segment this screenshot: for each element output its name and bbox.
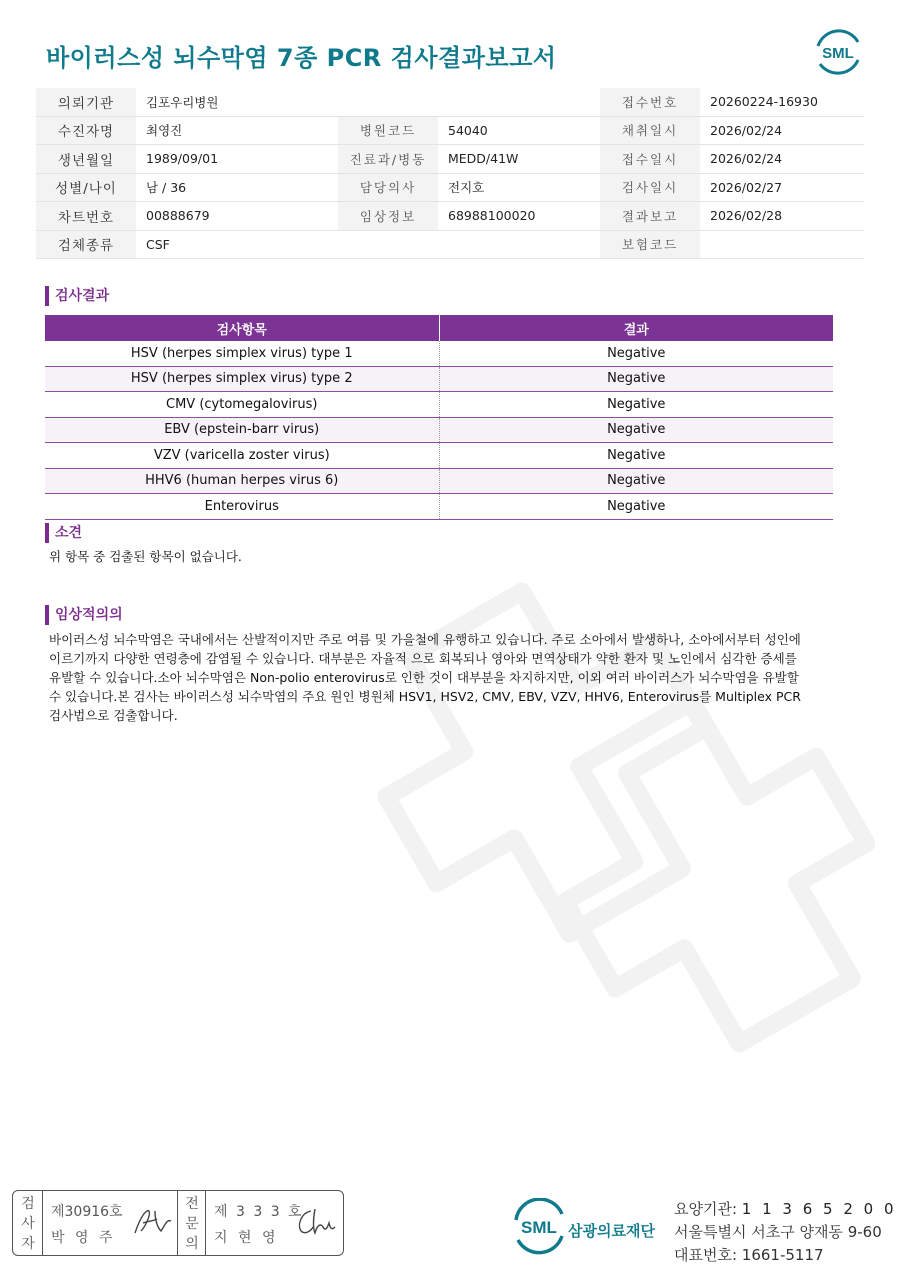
header-test-item: 검사항목 (45, 315, 439, 341)
info-label: 검사일시 (600, 173, 700, 202)
test-result: Negative (439, 443, 833, 469)
info-label (338, 230, 438, 259)
info-value: 2026/02/27 (700, 173, 864, 202)
institution-code-label: 요양기관: (674, 1200, 738, 1218)
clinical-text (49, 630, 801, 725)
test-result: Negative (439, 494, 833, 520)
table-row (45, 468, 833, 494)
table-row (45, 366, 833, 392)
sml-logo-text: SML (822, 45, 854, 62)
info-value: 전지호 (438, 173, 600, 202)
foundation-name: 삼광의료재단 (568, 1222, 655, 1240)
info-value: 1989/09/01 (136, 145, 338, 174)
sml-footer-logo-text: SML (521, 1218, 557, 1237)
opinion-text: 위 항목 중 검출된 항목이 없습니다. (49, 549, 242, 564)
table-row (45, 443, 833, 469)
table-row (45, 494, 833, 520)
info-value: 54040 (438, 116, 600, 145)
info-value: CSF (136, 230, 338, 259)
info-label: 병원코드 (338, 116, 438, 145)
info-value: 최영진 (136, 116, 338, 145)
examiner-signature-icon (131, 1205, 175, 1239)
info-label: 생년월일 (36, 145, 136, 174)
signature-box (12, 1190, 344, 1256)
info-row (36, 230, 864, 259)
header-result: 결과 (439, 315, 833, 341)
info-row (36, 202, 864, 231)
info-value (438, 230, 600, 259)
clinical-line: 수 있습니다.본 검사는 바이러스성 뇌수막염의 주요 원인 병원체 HSV1, HSV2, CMV, EBV, VZV, HHV6, Enterovirus를 Multiplex PCR (49, 689, 801, 704)
table-row (45, 341, 833, 366)
test-result: Negative (439, 417, 833, 443)
phone-value: 1661-5117 (741, 1246, 824, 1264)
info-row (36, 145, 864, 174)
test-result: Negative (439, 341, 833, 366)
examiner-label: 검 사 자 (21, 1196, 35, 1252)
address: 서울특별시 서초구 양재동 9-60 (674, 1223, 882, 1241)
clinical-line: 검사법으로 검출합니다. (49, 708, 178, 723)
info-label: 검체종류 (36, 230, 136, 259)
info-value: MEDD/41W (438, 145, 600, 174)
page-title: 바이러스성 뇌수막염 7종 PCR 검사결과보고서 (46, 44, 557, 72)
examiner-name: 박 영 주 (51, 1230, 116, 1246)
examiner-license-no: 제30916호 (51, 1204, 123, 1220)
info-value: 68988100020 (438, 202, 600, 231)
phone (674, 1244, 824, 1265)
institution-code-value: 1 1 3 6 5 2 0 0 (741, 1200, 897, 1218)
test-item: EBV (epstein-barr virus) (45, 417, 439, 443)
info-row (36, 173, 864, 202)
test-result: Negative (439, 366, 833, 392)
opinion-section-title: 소견 (45, 523, 82, 543)
info-label: 보험코드 (600, 230, 700, 259)
sml-footer-logo (510, 1198, 568, 1256)
info-value: 김포우리병원 (136, 88, 338, 116)
test-result: Negative (439, 392, 833, 418)
info-value: 2026/02/28 (700, 202, 864, 231)
info-label: 접수일시 (600, 145, 700, 174)
info-label: 수진자명 (36, 116, 136, 145)
info-value (700, 230, 864, 259)
info-value: 2026/02/24 (700, 116, 864, 145)
results-header-row (45, 315, 833, 341)
info-value: 20260224-16930 (700, 88, 864, 116)
info-label (338, 88, 438, 116)
clinical-line: 바이러스성 뇌수막염은 국내에서는 산발적이지만 주로 여름 및 가을철에 유행하고 있습니다. 주로 소아에서 발생하나, 소아에서부터 성인에 (49, 632, 801, 647)
info-value: 00888679 (136, 202, 338, 231)
info-row (36, 116, 864, 145)
test-result: Negative (439, 468, 833, 494)
table-row (45, 417, 833, 443)
results-table (45, 315, 833, 520)
info-label: 담당의사 (338, 173, 438, 202)
info-value: 남 / 36 (136, 173, 338, 202)
institution-code (674, 1198, 897, 1219)
test-item: VZV (varicella zoster virus) (45, 443, 439, 469)
test-item: HHV6 (human herpes virus 6) (45, 468, 439, 494)
info-label: 임상정보 (338, 202, 438, 231)
info-label: 성별/나이 (36, 173, 136, 202)
results-section-title: 검사결과 (45, 286, 109, 306)
info-row (36, 88, 864, 116)
info-label: 진료과/병동 (338, 145, 438, 174)
clinical-line: 유발할 수 있습니다.소아 뇌수막염은 Non-polio enterovirus로 인한 것이 대부분을 차지하지만, 이외 여러 바이러스가 뇌수막염을 유발할 (49, 670, 799, 685)
table-row (45, 392, 833, 418)
test-item: CMV (cytomegalovirus) (45, 392, 439, 418)
clinical-line: 이르기까지 다양한 연령층에 감염될 수 있습니다. 대부분은 자율적 으로 회복되나 영아와 면역상태가 약한 환자 및 노인에서 심각한 증세를 (49, 651, 797, 666)
info-label: 채취일시 (600, 116, 700, 145)
test-item: HSV (herpes simplex virus) type 2 (45, 366, 439, 392)
patient-info-table (36, 88, 864, 259)
info-label: 차트번호 (36, 202, 136, 231)
specialist-name: 지 현 영 (214, 1230, 279, 1246)
specialist-signature-icon (293, 1205, 339, 1239)
specialist-label: 전 문 의 (185, 1196, 199, 1252)
info-value: 2026/02/24 (700, 145, 864, 174)
info-label: 결과보고 (600, 202, 700, 231)
test-item: HSV (herpes simplex virus) type 1 (45, 341, 439, 366)
clinical-section-title: 임상적의의 (45, 605, 123, 625)
sml-logo (812, 28, 864, 76)
specialist-license-no: 제 3 3 3 호 (214, 1204, 304, 1220)
phone-label: 대표번호: (674, 1246, 738, 1264)
info-value (438, 88, 600, 116)
info-label: 의뢰기관 (36, 88, 136, 116)
info-label: 접수번호 (600, 88, 700, 116)
test-item: Enterovirus (45, 494, 439, 520)
